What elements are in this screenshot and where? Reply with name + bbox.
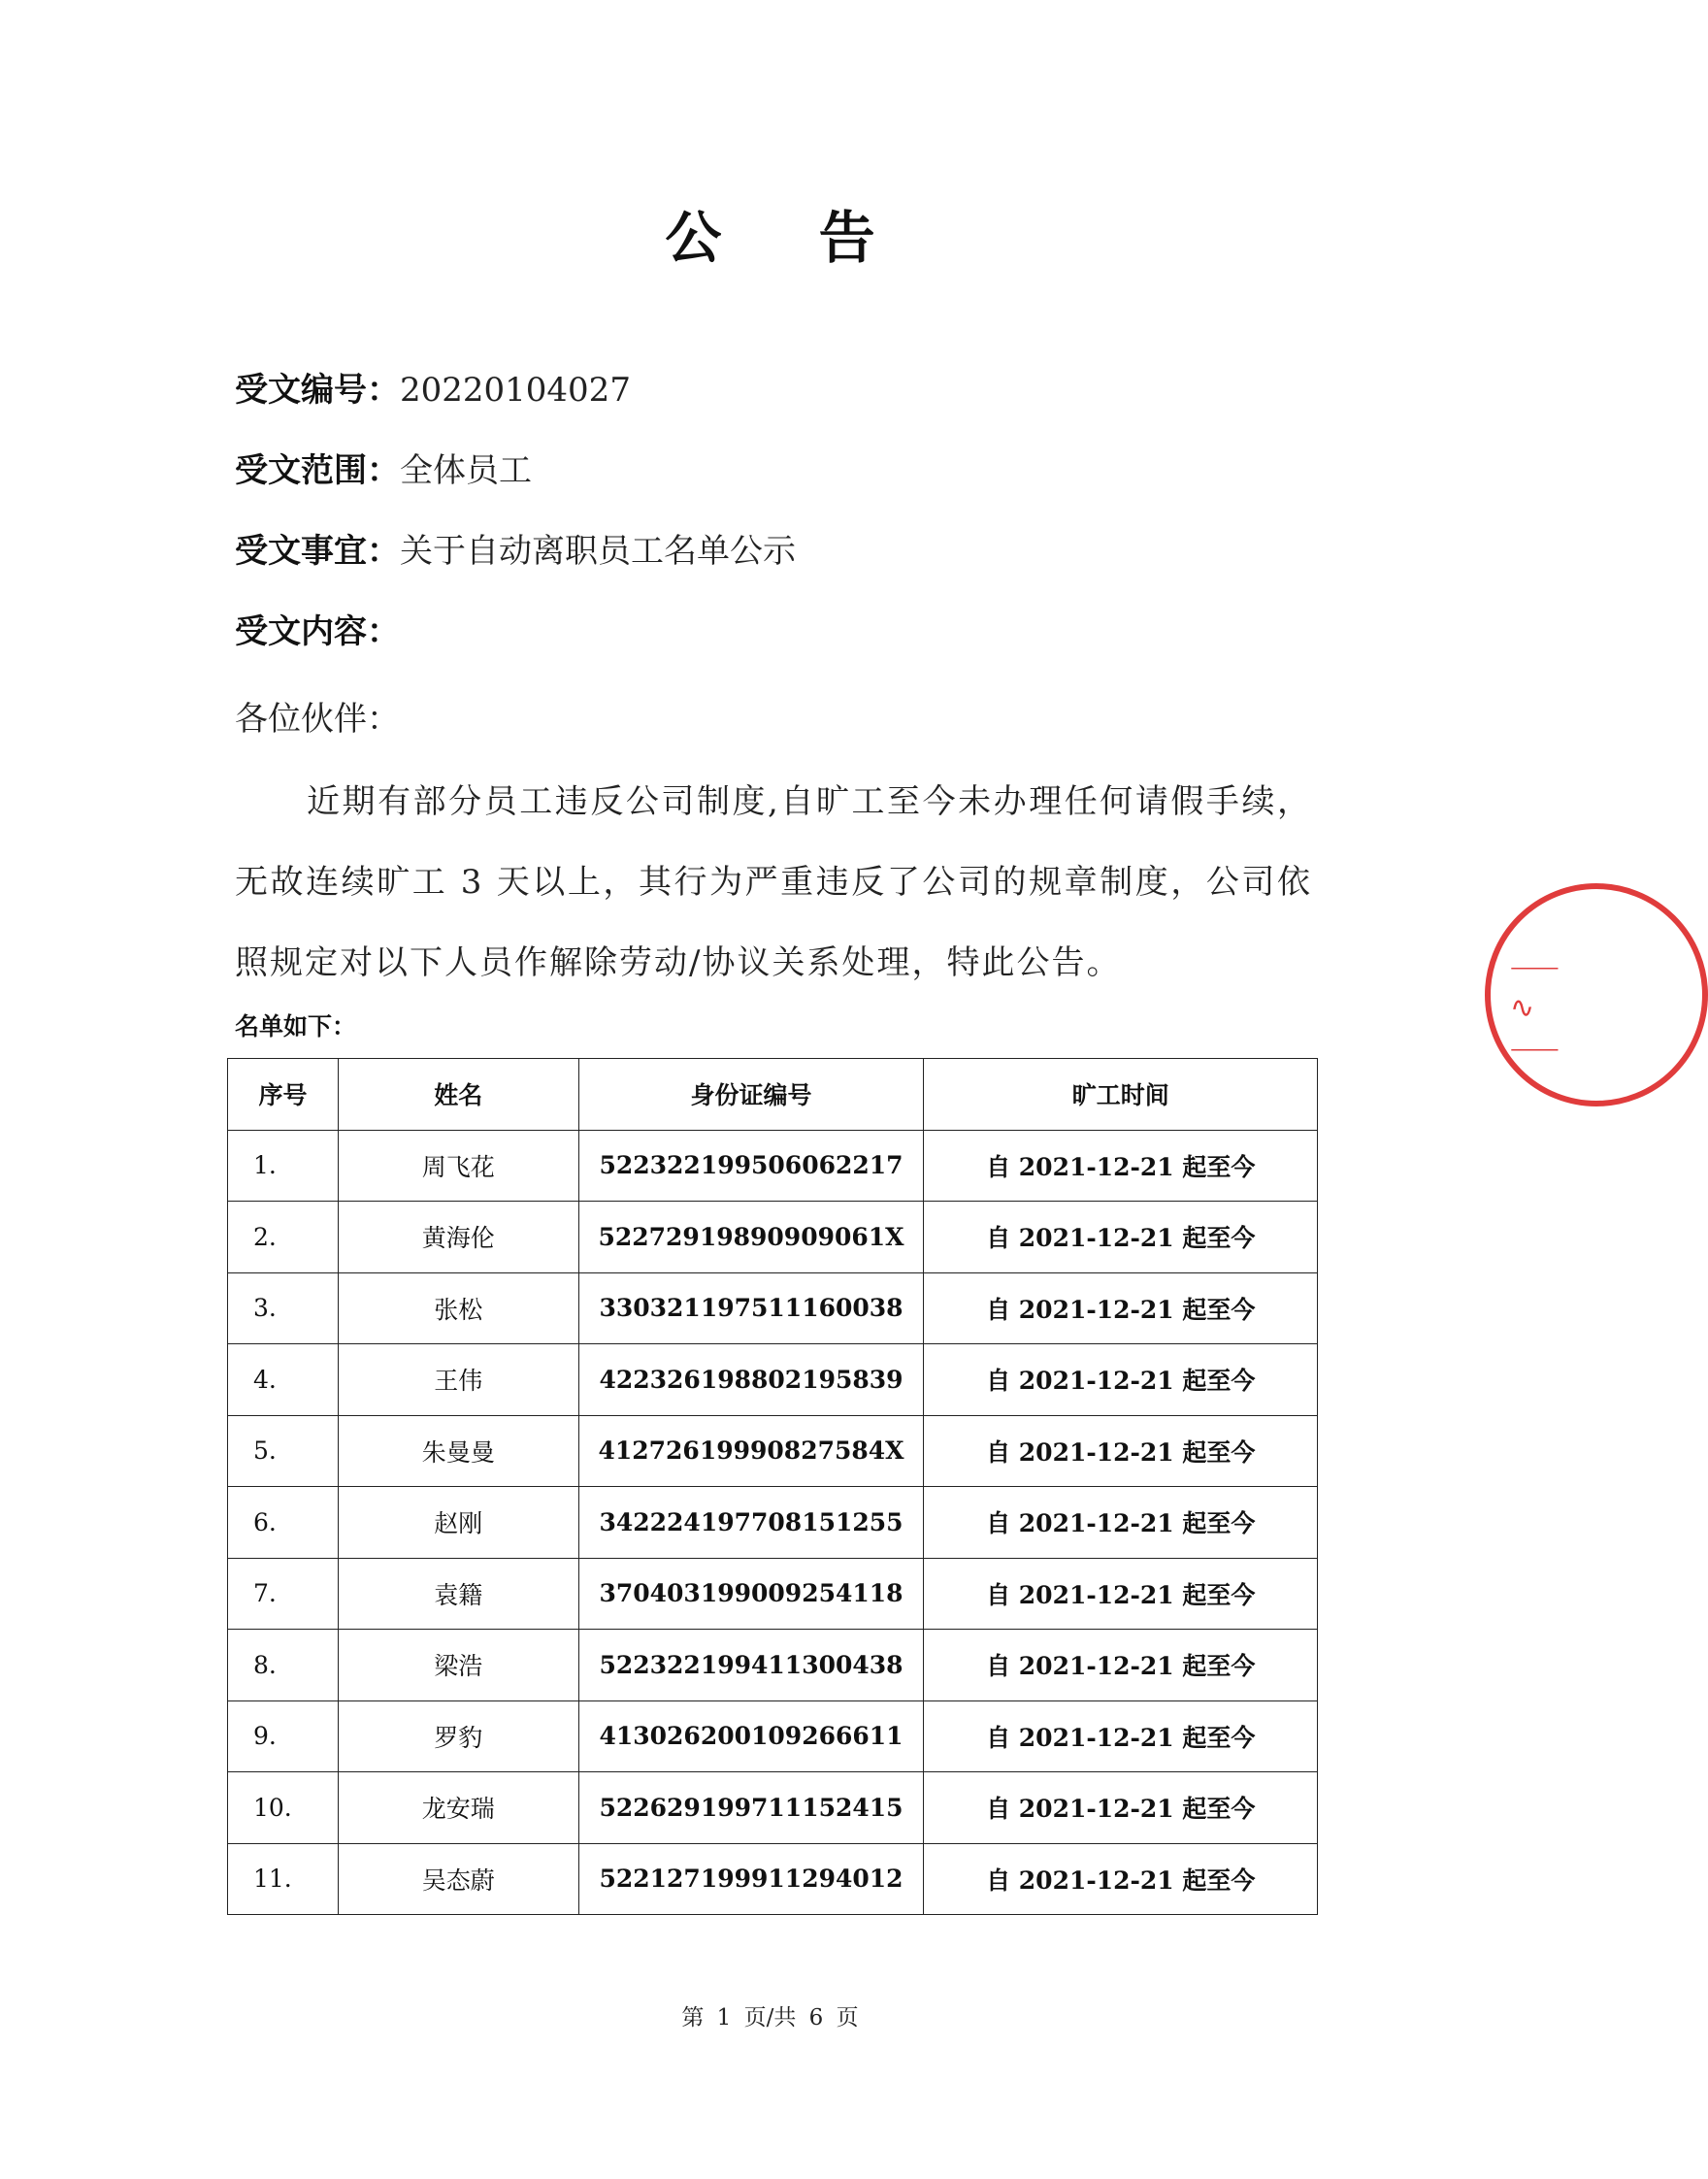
cell-name: 袁籍: [338, 1558, 578, 1630]
meta-label: 受文范围：: [235, 451, 400, 490]
table-row: [228, 1700, 1318, 1772]
meta-value: 20220104027: [400, 371, 631, 410]
cell-name: 王伟: [338, 1344, 578, 1416]
table-row: [228, 1843, 1318, 1915]
cell-name: 吴态蔚: [338, 1843, 578, 1915]
table-row: [228, 1487, 1318, 1559]
cell-id: 522322199411300438: [578, 1630, 924, 1701]
cell-id: 522127199911294012: [578, 1843, 924, 1915]
cell-id: 422326198802195839: [578, 1344, 924, 1416]
meta-value: 全体员工: [400, 451, 532, 490]
meta-label: 受文事宜：: [235, 532, 400, 571]
cell-id: 52272919890909061X: [578, 1202, 924, 1273]
cell-name: 黄海伦: [338, 1202, 578, 1273]
seal-partial-text-graphic: ⸺ ∿ ⸺: [1510, 950, 1560, 1066]
cell-id: 370403199009254118: [578, 1558, 924, 1630]
cell-index: 3.: [228, 1272, 339, 1344]
header-id-number: 身份证编号: [578, 1059, 924, 1131]
cell-index: 6.: [228, 1487, 339, 1559]
table-header-row: [228, 1059, 1318, 1131]
cell-index: 9.: [228, 1700, 339, 1772]
cell-index: 4.: [228, 1344, 339, 1416]
table-row: [228, 1630, 1318, 1701]
cell-index: 1.: [228, 1130, 339, 1202]
table-row: [228, 1202, 1318, 1273]
table-row: [228, 1415, 1318, 1487]
cell-date: 自 2021-12-21 起至今: [924, 1843, 1318, 1915]
cell-name: 张松: [338, 1272, 578, 1344]
cell-name: 朱曼曼: [338, 1415, 578, 1487]
cell-date: 自 2021-12-21 起至今: [924, 1130, 1318, 1202]
cell-id: 330321197511160038: [578, 1272, 924, 1344]
cell-index: 8.: [228, 1630, 339, 1701]
cell-id: 413026200109266611: [578, 1700, 924, 1772]
meta-label: 受文编号：: [235, 371, 400, 410]
cell-date: 自 2021-12-21 起至今: [924, 1272, 1318, 1344]
header-name: 姓名: [338, 1059, 578, 1131]
cell-name: 龙安瑞: [338, 1772, 578, 1844]
cell-name: 罗豹: [338, 1700, 578, 1772]
cell-date: 自 2021-12-21 起至今: [924, 1344, 1318, 1416]
cell-index: 10.: [228, 1772, 339, 1844]
cell-id: 342224197708151255: [578, 1487, 924, 1559]
meta-value: 关于自动离职员工名单公示: [400, 532, 796, 571]
cell-index: 7.: [228, 1558, 339, 1630]
header-absence-time: 旷工时间: [924, 1059, 1318, 1131]
cell-date: 自 2021-12-21 起至今: [924, 1202, 1318, 1273]
meta-content: [235, 612, 400, 651]
table-row: [228, 1772, 1318, 1844]
table-row: [228, 1130, 1318, 1202]
cell-name: 梁浩: [338, 1630, 578, 1701]
roster-table: [227, 1058, 1318, 1915]
cell-index: 5.: [228, 1415, 339, 1487]
cell-id: 522322199506062217: [578, 1130, 924, 1202]
document-title: 公 告: [665, 205, 914, 271]
cell-name: 赵刚: [338, 1487, 578, 1559]
cell-date: 自 2021-12-21 起至今: [924, 1700, 1318, 1772]
meta-subject: [235, 532, 796, 571]
meta-scope: [235, 451, 532, 490]
cell-date: 自 2021-12-21 起至今: [924, 1558, 1318, 1630]
cell-name: 周飞花: [338, 1130, 578, 1202]
meta-label: 受文内容：: [235, 612, 400, 651]
table-row: [228, 1272, 1318, 1344]
page-footer: 第 1 页/共 6 页: [681, 2005, 859, 2030]
cell-id: 522629199711152415: [578, 1772, 924, 1844]
cell-id: 41272619990827584X: [578, 1415, 924, 1487]
cell-date: 自 2021-12-21 起至今: [924, 1415, 1318, 1487]
company-seal-stamp: [1485, 883, 1708, 1106]
table-row: [228, 1558, 1318, 1630]
list-heading: 名单如下：: [235, 1012, 357, 1040]
meta-doc-number: [235, 371, 631, 410]
cell-date: 自 2021-12-21 起至今: [924, 1487, 1318, 1559]
header-index: 序号: [228, 1059, 339, 1131]
cell-index: 2.: [228, 1202, 339, 1273]
cell-date: 自 2021-12-21 起至今: [924, 1630, 1318, 1701]
body-paragraph: 近期有部分员工违反公司制度,自旷工至今未办理任何请假手续，无故连续旷工 3 天以上，其行为严重违反了公司的规章制度，公司依照规定对以下人员作解除劳动/协议关系处理，特此公告。: [235, 782, 1312, 982]
cell-date: 自 2021-12-21 起至今: [924, 1772, 1318, 1844]
greeting: 各位伙伴：: [235, 700, 400, 739]
cell-index: 11.: [228, 1843, 339, 1915]
table-row: [228, 1344, 1318, 1416]
